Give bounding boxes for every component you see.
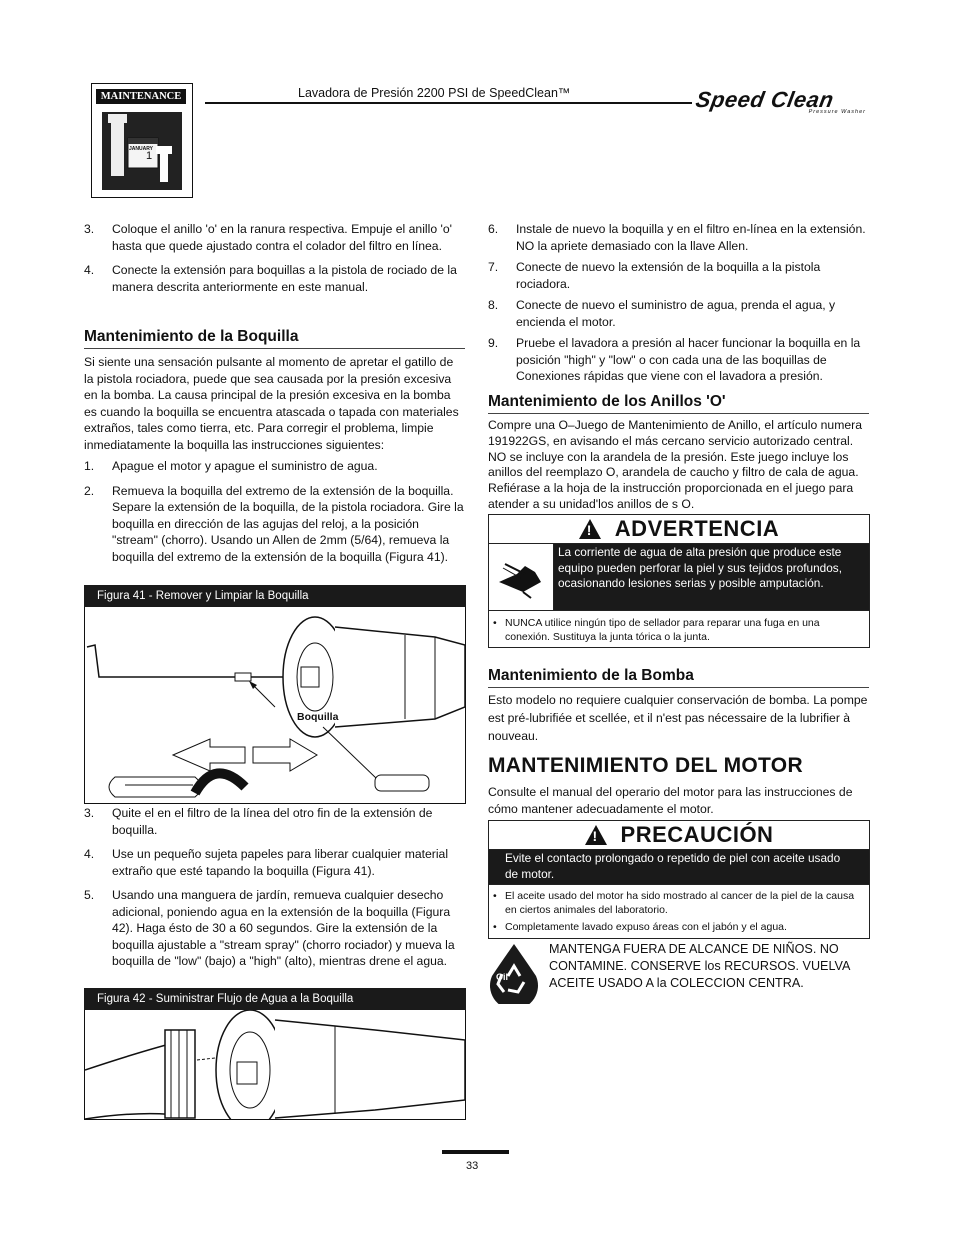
calendar-day: 1 [146,150,153,162]
nozzle-cleaning-illustration [85,607,465,803]
oil-label: Oil [496,972,509,982]
list-item: 3. Coloque el anillo 'o' en la ranura respectiva. Empuje el anillo 'o' hasta que quede ajustado contra el colador del filtro en línea. [84,222,452,253]
page-number: 33 [466,1160,479,1172]
list-item: 4. Use un pequeño sujeta papeles para liberar cualquier material extraño que esté tapando la boquilla (Figura 41). [84,847,449,878]
advertencia-body [489,543,869,610]
list-item: 8. Conecte de nuevo el suministro de agua, prenda el agua, y encienda el motor. [488,298,836,329]
list-item: 6. Instale de nuevo la boquilla y en el filtro en-línea en la extensión. NO la apriete demasiado con la llave Allen. [488,222,866,253]
right-steps-top [488,221,870,393]
section-title-boquilla: Mantenimiento de la Boquilla [84,328,299,345]
list-item: 2. Remueva la boquilla del extremo de la extensión de la boquilla. Separe la extensión de la boquilla, de la pistola rociadora. Gire la boquilla en dirección de las agujas del reloj, a la posición "stream" (chorro). Usando un Allen de 2mm (5/64), remueva la boquilla del extremo de la extensión de la boquilla (Figura 41). [84,483,464,564]
list-item: 5. Usando una manguera de jardín, remueva cualquier desecho adicional, poniendo agua en la extensión de la boquilla (Figura 42). Haga ésto de 30 a 60 segundos. Gire la extensión de la boquilla ajustable a "stream spray" (chorro rociador) y mueva la boquilla de "low" (bajo) a "high" (alto), mientras drene el agua. [84,888,455,968]
boquilla-label: Boquilla [297,711,339,723]
precaucion-box [488,820,870,939]
precaucion-bullet: • El aceite usado del motor ha sido mostrado al cancer de la piel de la causa en ciertos animales del laboratorio. [489,889,865,917]
precaucion-caution-text: Evite el contacto prolongado o repetido de piel con aceite usado de motor. [489,849,869,884]
injection-hazard-icon [489,544,554,610]
recycle-text: MANTENGA FUERA DE ALCANCE DE NIÑOS. NO CONTAMINE. CONSERVE los RECURSOS. VUELVA ACEITE USADO A la COLECCION CENTRA. [549,942,850,990]
maintenance-logo [91,83,193,198]
brand-tagline: Pressure Washer [808,109,866,115]
precaucion-header [489,821,869,849]
advertencia-title: ADVERTENCIA [614,516,780,541]
warning-triangle-icon: ! [585,825,607,845]
section-title-motor: MANTENIMIENTO DEL MOTOR [488,754,803,777]
figure-41-frame [84,607,466,804]
section-rule [488,687,869,688]
section-rule [488,413,869,414]
precaucion-bullet: • Completamente lavado expuso áreas con el jabón y el agua. [489,920,865,934]
list-item: 4. Conecte la extensión para boquillas a la pistola de rociado de la manera descrita anteriormente en este manual. [84,263,457,294]
precaucion-bullets [489,884,869,934]
advertencia-bullets [489,610,869,644]
figure-42-frame [84,1010,466,1120]
advertencia-warning-text: La corriente de agua de alta presión que produce este equipo pueden perforar la piel y sus tejidos profundos, ocasionando lesiones serias y posible amputación. [554,544,869,610]
section-title-anillos: Mantenimiento de los Anillos 'O' [488,393,726,410]
calendar-month: JANUARY [129,146,153,152]
advertencia-box [488,514,870,648]
list-item: 9. Pruebe el lavadora a presión al hacer funcionar la boquilla en la posición "high" y "low" o con cada una de las boquillas de Conexiones rápidas que viene con el lavadora a presión. [488,336,861,383]
warning-triangle-icon: ! [579,519,601,539]
motor-text: Consulte el manual del operario del motor para las instrucciones de cómo mantener adecuadamente el motor. [488,785,853,816]
boquilla-intro: Si siente una sensación pulsante al momento de apretar el gatillo de la pistola rociadora, puede que sea causada por la presión excesiva en la bomba. La causa principal de la presión excesiva en la bomba es cuando la boquilla se encuentra atascada o tapada con materiales extraños, tales como tierra, etc. Para corregir el problema, limpie inmediatamente la boquilla las instrucciones siguientes: [84,355,459,452]
advertencia-bullet: • NUNCA utilice ningún tipo de sellador para reparar una fuga en una conexión. Sustituya la junta tórica o la junta. [489,616,865,644]
left-steps-top [84,221,466,303]
anillos-text: Compre una O–Juego de Mantenimiento de Anillo, el artículo numera 191922GS, en avisando el más cercano servicio autorizado central. NO se incluye con la arandela de la presión. Este juego incluye los anillos del reemplazo O, arandela de caucho y filtro de cala de agua. Refiérase a la hoja de la instrucción proporcionada en el juego para atender a su unidad'los anillos de s O. [488,418,862,511]
list-item: 7. Conecte de nuevo la extensión de la boquilla a la pistola rociadora. [488,260,821,291]
brand-name: Speed Clean [693,87,836,112]
left-steps-after [84,805,466,978]
header-rule [205,102,692,104]
maintenance-logo-text: MAINTENANCE [96,89,186,104]
water-flush-illustration [85,1010,465,1119]
boquilla-steps [84,458,466,573]
figure-42 [84,988,466,1120]
advertencia-header [489,515,869,543]
section-title-bomba: Mantenimiento de la Bomba [488,667,694,684]
list-item: 3. Quite el en el filtro de la línea del otro fin de la extensión de boquilla. [84,806,433,837]
footer-bar [442,1150,509,1154]
figure-41 [84,585,466,804]
brand-logo [693,87,872,118]
bomba-text: Esto modelo no requiere cualquier conservación de bomba. La pompe est pré-lubrifiée et scellée, et il n'est pas nécessaire de la lubrifier à nouveau. [488,693,868,743]
figure-42-caption: Figura 42 - Suministrar Flujo de Agua a la Boquilla [84,988,466,1010]
precaucion-title: PRECAUCIÓN [620,822,774,847]
list-item: 1. Apague el motor y apague el suministro de agua. [84,459,378,473]
section-rule [84,348,465,349]
figure-41-caption: Figura 41 - Remover y Limpiar la Boquilla [84,585,466,607]
doc-title: Lavadora de Presión 2200 PSI de SpeedClean™ [298,86,571,100]
oil-recycle-icon [484,942,544,1004]
